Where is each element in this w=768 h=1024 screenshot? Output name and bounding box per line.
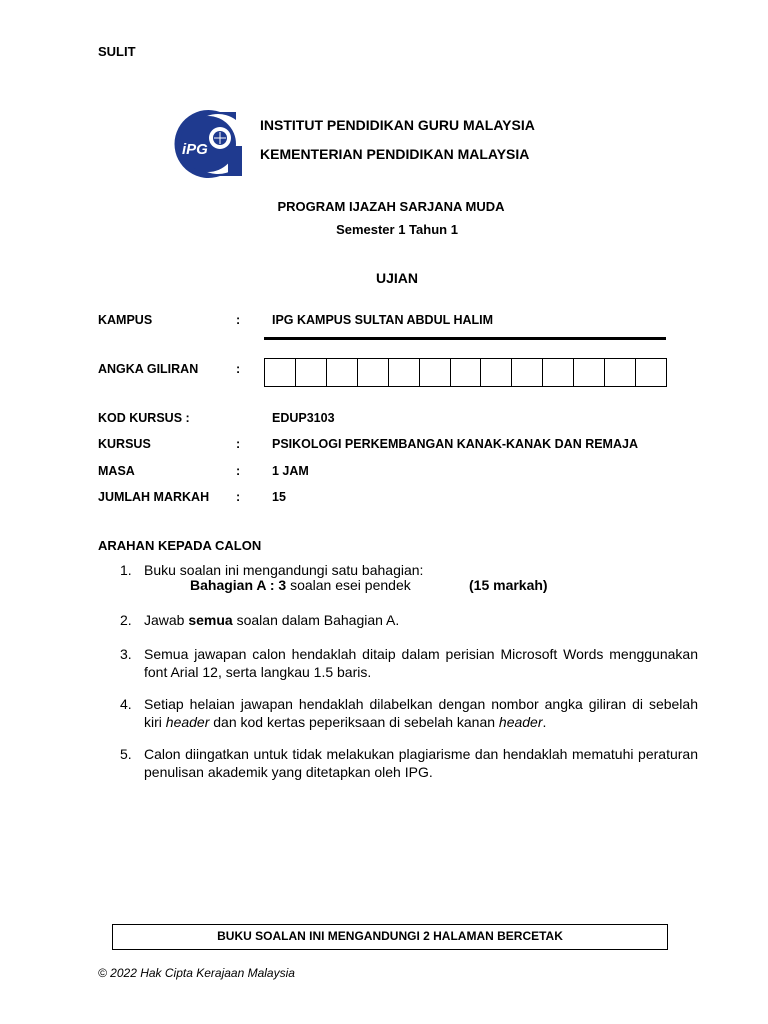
angka-giliran-box[interactable]	[636, 359, 666, 386]
instruction-text	[144, 611, 698, 629]
copyright-notice: © 2022 Hak Cipta Kerajaan Malaysia	[98, 966, 295, 980]
kampus-underline	[264, 337, 666, 340]
ipg-logo	[174, 108, 242, 180]
instruction-text: Calon diingatkan untuk tidak melakukan plagiarisme dan hendaklah mematuhi peraturan penulisan akademik yang ditetapkan oleh IPG.	[144, 746, 698, 780]
angka-giliran-box[interactable]	[481, 359, 512, 386]
angka-giliran-box[interactable]	[574, 359, 605, 386]
ministry-name: KEMENTERIAN PENDIDIKAN MALAYSIA	[260, 146, 530, 162]
instruction-number: 5.	[120, 746, 132, 762]
angka-giliran-box[interactable]	[296, 359, 327, 386]
instruction-item-4	[120, 695, 698, 731]
masa-value: 1 JAM	[272, 464, 309, 478]
angka-giliran-box[interactable]	[420, 359, 451, 386]
kod-kursus-label: KOD KURSUS :	[98, 411, 190, 425]
jumlah-markah-colon: :	[236, 490, 241, 504]
angka-giliran-box[interactable]	[543, 359, 574, 386]
instruction-emphasis: semua	[188, 612, 233, 628]
exam-type-title: UJIAN	[375, 270, 418, 286]
instruction-number: 3.	[120, 646, 132, 662]
instruction-italic: header	[498, 714, 543, 730]
semester-label: Semester 1 Tahun 1	[336, 222, 458, 237]
jumlah-markah-value: 15	[272, 490, 286, 504]
instruction-number: 4.	[120, 696, 132, 712]
instructions-heading: ARAHAN KEPADA CALON	[98, 538, 262, 553]
page-count-box: BUKU SOALAN INI MENGANDUNGI 2 HALAMAN BERCETAK	[112, 924, 668, 950]
instruction-number: 2.	[120, 612, 132, 628]
instruction-text-post: .	[542, 714, 547, 730]
instruction-item-3	[120, 645, 698, 681]
instruction-text-pre: Jawab	[144, 612, 189, 628]
instruction-number: 1.	[120, 562, 132, 578]
angka-giliran-label: ANGKA GILIRAN	[98, 362, 199, 376]
instruction-text-post: soalan dalam Bahagian A.	[232, 612, 400, 628]
instruction-text: Buku soalan ini mengandungi satu bahagian:	[144, 562, 424, 578]
svg-text:iPG: iPG	[182, 141, 208, 158]
angka-giliran-box[interactable]	[451, 359, 482, 386]
kampus-colon: :	[236, 313, 241, 327]
kursus-label: KURSUS	[98, 437, 151, 451]
kod-kursus-value: EDUP3103	[272, 411, 335, 425]
instruction-item-5	[120, 745, 698, 781]
kampus-label: KAMPUS	[98, 313, 153, 327]
angka-giliran-box[interactable]	[512, 359, 543, 386]
angka-giliran-box[interactable]	[605, 359, 636, 386]
classification-label: SULIT	[98, 44, 136, 59]
bahagian-line	[190, 577, 411, 593]
kursus-value: PSIKOLOGI PERKEMBANGAN KANAK-KANAK DAN REMAJA	[272, 437, 638, 451]
instruction-italic: header	[165, 714, 210, 730]
instruction-text-pre: Setiap helaian jawapan hendaklah dilabelkan dengan nombor angka giliran di sebelah kiri	[144, 696, 698, 730]
instruction-text: Semua jawapan calon hendaklah ditaip dalam perisian Microsoft Words menggunakan font Arial 12, serta langkau 1.5 baris.	[144, 646, 698, 680]
angka-giliran-box[interactable]	[327, 359, 358, 386]
angka-giliran-box[interactable]	[389, 359, 420, 386]
masa-label: MASA	[98, 464, 135, 478]
institution-name: INSTITUT PENDIDIKAN GURU MALAYSIA	[260, 117, 535, 133]
instruction-text-mid: dan kod kertas peperiksaan di sebelah kanan	[209, 714, 499, 730]
kampus-value: IPG KAMPUS SULTAN ABDUL HALIM	[272, 313, 494, 327]
bahagian-desc: soalan esei pendek	[286, 577, 411, 593]
kursus-colon: :	[236, 437, 241, 451]
masa-colon: :	[236, 464, 241, 478]
angka-giliran-box[interactable]	[358, 359, 389, 386]
angka-giliran-box[interactable]	[265, 359, 296, 386]
angka-giliran-colon: :	[236, 362, 241, 376]
instruction-item-2	[120, 611, 698, 629]
bahagian-label: Bahagian A : 3	[190, 577, 287, 593]
instruction-text	[144, 695, 698, 731]
program-title: PROGRAM IJAZAH SARJANA MUDA	[277, 199, 505, 214]
angka-giliran-boxes[interactable]	[264, 358, 667, 387]
jumlah-markah-label: JUMLAH MARKAH	[98, 490, 210, 504]
bahagian-marks: (15 markah)	[469, 577, 548, 593]
